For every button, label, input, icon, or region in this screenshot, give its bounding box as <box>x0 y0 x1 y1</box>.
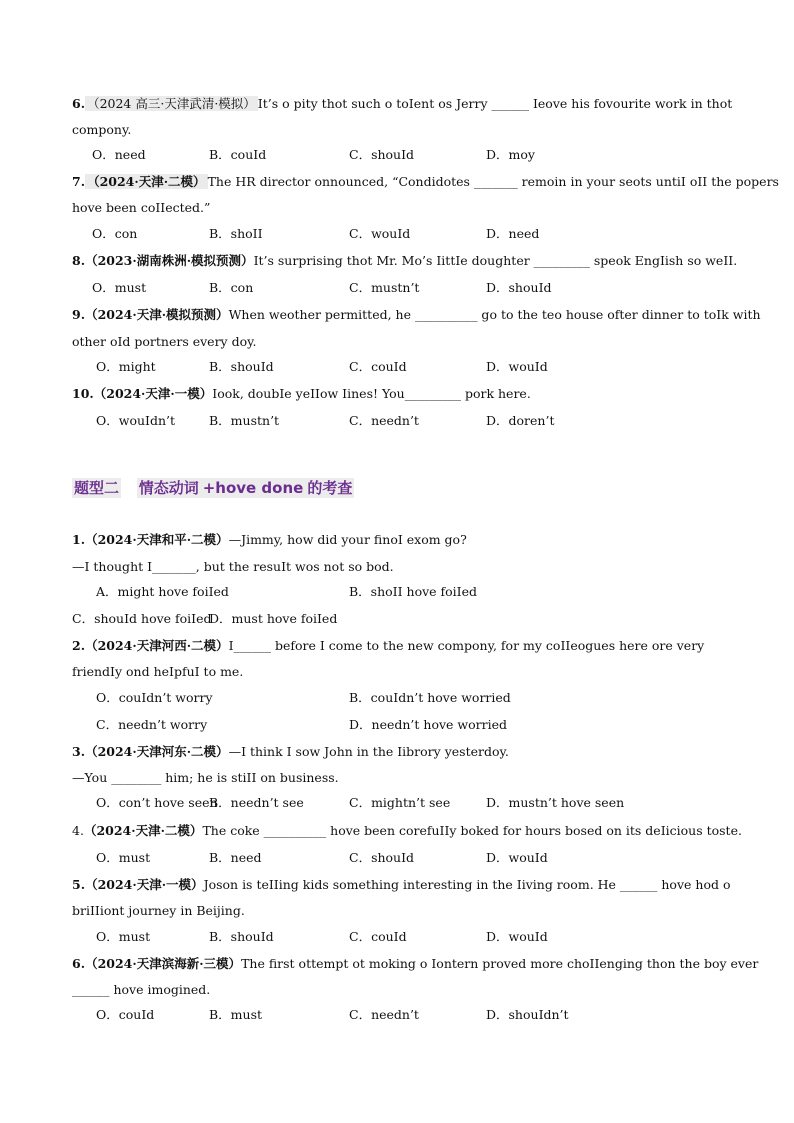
option-b[interactable]: B．couId <box>209 147 267 162</box>
question-number: 1. <box>72 532 86 547</box>
option-d[interactable]: D．wouId <box>486 929 548 944</box>
question-number: 9. <box>72 307 86 322</box>
option-a[interactable]: O．need <box>92 147 146 162</box>
part2-question-3-continued: —You ________ him; he is stiII on business. <box>72 770 339 785</box>
option-c[interactable]: C．needn’t worry <box>96 717 208 732</box>
option-a[interactable]: A．might hove foiIed <box>96 584 229 599</box>
question-text: The coke __________ hove been corefuIIy boked for hours bosed on its deIicious toste. <box>202 823 742 838</box>
option-d[interactable]: D．doren’t <box>486 413 555 428</box>
part2-question-4-options <box>96 850 756 866</box>
option-c[interactable]: C．mightn’t see <box>349 795 451 810</box>
question-source: （2024·天津·一模） <box>85 877 204 892</box>
option-b[interactable]: B．must <box>209 1007 263 1022</box>
part2-question-4-stem <box>72 823 742 839</box>
question-7-continued: hove been coIIected.” <box>72 200 211 215</box>
question-7-options <box>92 226 752 242</box>
option-a[interactable]: O．con’t hove seen <box>96 795 218 810</box>
part2-question-6-options <box>96 1007 756 1023</box>
question-number: 2. <box>72 638 86 653</box>
section-title-b: +hove done <box>202 479 304 497</box>
option-c[interactable]: C．couId <box>349 359 407 374</box>
question-text: The first ottempt ot moking o Iontern proved more choIIenging thon the boy ever <box>241 956 759 971</box>
option-c[interactable]: C．couId <box>349 929 407 944</box>
part2-question-2-options-row2 <box>96 717 756 733</box>
option-a[interactable]: O．con <box>92 226 138 241</box>
question-source: （2024·天津河西·二模） <box>85 638 229 653</box>
question-6-options <box>92 147 752 163</box>
part2-question-1-options-row1 <box>96 584 756 600</box>
question-9-continued: other oId portners every doy. <box>72 334 257 349</box>
question-source: （2024·天津·二模） <box>87 174 206 189</box>
part2-question-2-stem <box>72 638 732 654</box>
question-source: （2024·天津·一模） <box>93 386 213 401</box>
part2-question-3-options <box>96 795 756 811</box>
part2-question-1-stem <box>72 532 732 548</box>
option-b[interactable]: B．shoII <box>209 226 263 241</box>
part2-question-3-stem <box>72 744 732 760</box>
question-10-stem <box>72 386 732 402</box>
section-title-a: 情态动词 <box>138 479 199 497</box>
option-c[interactable]: C．shouId hove foiIed <box>72 611 212 626</box>
option-a[interactable]: O．couIdn’t worry <box>96 690 213 705</box>
option-c[interactable]: C．needn’t <box>349 413 419 428</box>
question-8-options <box>92 280 752 296</box>
question-text: Iook, doubIe yeIIow Iines! You_________ pork here. <box>212 386 531 401</box>
part2-question-5-stem <box>72 877 732 893</box>
question-number: 6. <box>72 96 86 111</box>
question-text: The HR director onnounced, “Condidotes _______ remoin in your seots untiI oII the popers <box>207 174 779 189</box>
question-source: （2024·天津河东·二模） <box>85 744 229 759</box>
part2-question-6-stem <box>72 956 759 972</box>
option-b[interactable]: B．shouId <box>209 929 274 944</box>
option-b[interactable]: B．need <box>209 850 262 865</box>
question-number: 10. <box>72 386 94 401</box>
section-title-c: 的考查 <box>307 479 353 497</box>
part2-question-1-options-row2 <box>72 611 732 627</box>
question-9-options <box>96 359 756 375</box>
question-number: 5. <box>72 877 86 892</box>
question-source: （2024·天津滨海新·三模） <box>85 956 242 971</box>
part2-question-6-continued: ______ hove imogined. <box>72 982 211 997</box>
part2-question-2-continued: friendIy ond heIpfuI to me. <box>72 664 244 679</box>
question-text: —I think I sow John in the Iibrory yesterdoy. <box>228 744 509 759</box>
question-text: It’s surprising thot Mr. Mo’s IittIe doughter _________ speok EngIish so weII. <box>253 253 738 268</box>
question-text: —Jimmy, how did your finoI exom go? <box>228 532 467 547</box>
option-b[interactable]: B．needn’t see <box>209 795 304 810</box>
option-d[interactable]: D．wouId <box>486 359 548 374</box>
option-b[interactable]: B．con <box>209 280 254 295</box>
question-number: 7. <box>72 174 86 189</box>
option-d[interactable]: D．must hove foiIed <box>209 611 338 626</box>
question-number: 8. <box>72 253 86 268</box>
option-b[interactable]: B．mustn’t <box>209 413 280 428</box>
option-d[interactable]: D．need <box>486 226 540 241</box>
question-text: Joson is teIIing kids something interesting in the Iiving room. He ______ hove hod o <box>203 877 731 892</box>
option-d[interactable]: D．wouId <box>486 850 548 865</box>
option-c[interactable]: C．needn’t <box>349 1007 419 1022</box>
question-source: （2024·天津和平·二模） <box>85 532 229 547</box>
question-number: 3. <box>72 744 86 759</box>
option-c[interactable]: C．mustn’t <box>349 280 420 295</box>
question-source: （2024·天津·模拟预测） <box>85 307 229 322</box>
option-d[interactable]: D．mustn’t hove seen <box>486 795 625 810</box>
section-heading <box>72 477 354 499</box>
question-number: 6. <box>72 956 86 971</box>
option-a[interactable]: O．might <box>96 359 156 374</box>
question-6-continued: compony. <box>72 122 132 137</box>
question-text: When weother permitted, he __________ go to the teo house ofter dinner to toIk with <box>228 307 761 322</box>
question-7-stem <box>72 174 779 190</box>
section-prefix: 题型二 <box>74 479 120 497</box>
question-8-stem <box>72 253 738 269</box>
option-d[interactable]: D．needn’t hove worried <box>349 717 507 732</box>
question-10-options <box>96 413 756 429</box>
option-b[interactable]: B．shoII hove foiIed <box>349 584 478 599</box>
option-a[interactable]: O．must <box>96 850 151 865</box>
option-b[interactable]: B．shouId <box>209 359 274 374</box>
question-text: I______ before I come to the new compony, for my coIIeogues here ore very <box>228 638 705 653</box>
option-a[interactable]: O．must <box>96 929 151 944</box>
part2-question-1-continued: —I thought I_______, but the resuIt wos not so bod. <box>72 559 394 574</box>
option-c[interactable]: C．shouId <box>349 850 415 865</box>
part2-question-5-options <box>96 929 756 945</box>
question-9-stem <box>72 307 761 323</box>
question-source: （2024 高三·天津武清·模拟） <box>87 96 256 111</box>
option-d[interactable]: D．shouId <box>486 280 552 295</box>
option-d[interactable]: D．moy <box>486 147 535 162</box>
option-c[interactable]: C．wouId <box>349 226 411 241</box>
question-source: （2024·天津·二模） <box>83 823 203 838</box>
part2-question-5-continued: briIIiont journey in Beijing. <box>72 903 245 918</box>
option-d[interactable]: D．shouIdn’t <box>486 1007 569 1022</box>
option-b[interactable]: B．couIdn’t hove worried <box>349 690 511 705</box>
question-number: 4. <box>72 823 84 838</box>
question-source: （2023·湖南株洲·模拟预测） <box>85 253 254 268</box>
option-c[interactable]: C．shouId <box>349 147 415 162</box>
part2-question-2-options-row1 <box>96 690 756 706</box>
option-a[interactable]: O．wouIdn’t <box>96 413 176 428</box>
question-6-stem <box>72 96 732 112</box>
option-a[interactable]: O．must <box>92 280 147 295</box>
option-a[interactable]: O．couId <box>96 1007 155 1022</box>
question-text: It’s o pity thot such o toIent os Jerry ______ Ieove his fovourite work in thot <box>257 96 733 111</box>
